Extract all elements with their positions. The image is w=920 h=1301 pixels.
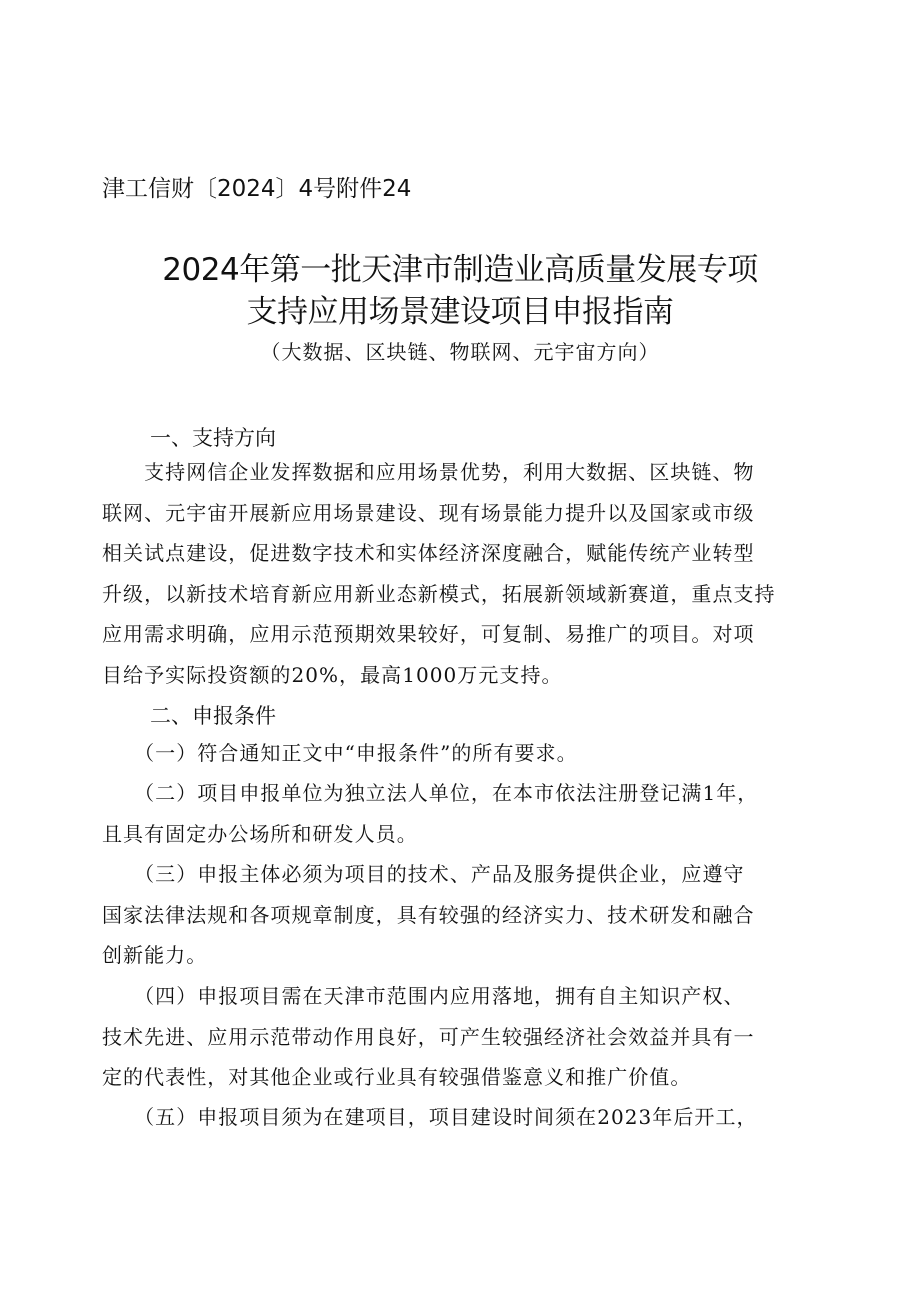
section-heading-support-direction: 一、支持方向 [150,426,276,450]
support-direction-paragraph [102,452,828,695]
paragraph-line: 定的代表性，对其他企业或行业具有较强借鉴意义和推广价值。 [102,1065,692,1089]
condition-3-paragraph [102,854,828,976]
paragraph-line: 升级，以新技术培育新应用新业态新模式，拓展新领域新赛道，重点支持 [102,581,776,606]
document-number: 津工信财〔2024〕4号附件24 [102,176,412,202]
paragraph-line: （二）项目申报单位为独立法人单位，在本市依法注册登记满1年， [102,781,759,805]
condition-5-paragraph [102,1097,828,1138]
paragraph-line: 创新能力。 [102,943,208,967]
paragraph-line: 目给予实际投资额的20%，最高1000万元支持。 [102,662,563,687]
document-title-line-2: 支持应用场景建设项目申报指南 [246,294,674,330]
paragraph-line: （五）申报项目须为在建项目，项目建设时间须在2023年后开工， [102,1105,758,1129]
paragraph-line: （三）申报主体必须为项目的技术、产品及服务提供企业，应遵守 [102,862,745,886]
paragraph-line: 且具有固定办公场所和研发人员。 [102,821,418,846]
paragraph-line: 技术先进、应用示范带动作用良好，可产生较强经济社会效益并具有一 [102,1024,755,1049]
paragraph-line: （四）申报项目需在天津市范围内应用落地，拥有自主知识产权、 [102,984,745,1008]
paragraph-line: 联网、元宇宙开展新应用场景建设、现有场景能力提升以及国家或市级 [102,500,755,525]
paragraph-line: 国家法律法规和各项规章制度，具有较强的经济实力、技术研发和融合 [102,902,755,927]
condition-2-paragraph [102,773,828,854]
paragraph-line: 支持网信企业发挥数据和应用场景优势，利用大数据、区块链、物 [102,460,755,484]
paragraph-line: 应用需求明确，应用示范预期效果较好，可复制、易推广的项目。对项 [102,622,755,646]
condition-1-paragraph [102,733,828,774]
document-title-line-1: 2024年第一批天津市制造业高质量发展专项 [162,252,758,288]
condition-4-paragraph [102,976,828,1098]
paragraph-line: （一）符合通知正文中“申报条件”的所有要求。 [102,741,578,765]
paragraph-line: 相关试点建设，促进数字技术和实体经济深度融合，赋能传统产业转型 [102,541,755,565]
section-heading-conditions: 二、申报条件 [150,704,276,728]
document-subtitle: （大数据、区块链、物联网、元宇宙方向） [260,340,660,364]
